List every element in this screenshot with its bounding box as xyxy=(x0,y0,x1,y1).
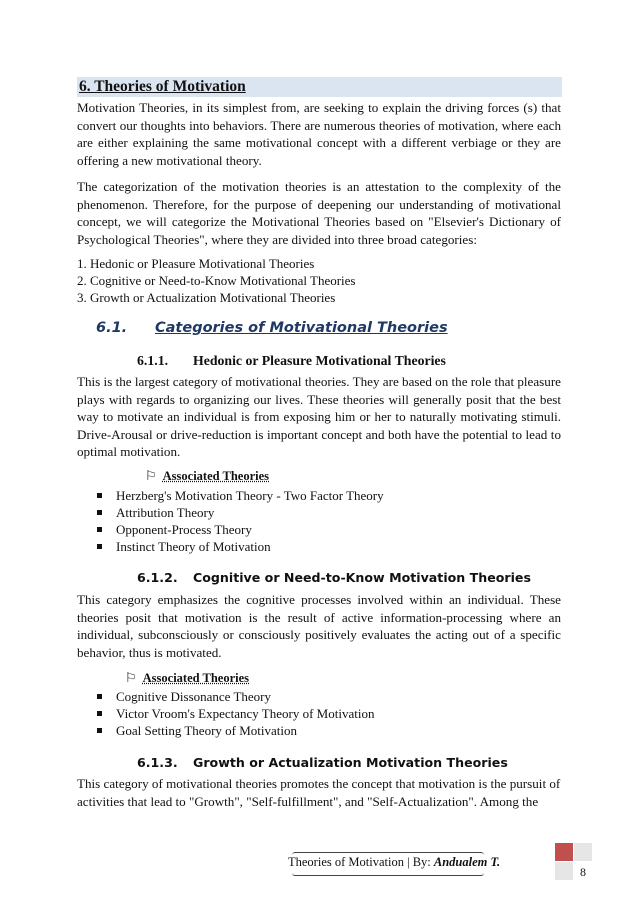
subsection-title: Categories of Motivational Theories xyxy=(155,320,448,336)
list-item: 2. Cognitive or Need-to-Know Motivational Theories xyxy=(77,273,356,288)
list-item: Victor Vroom's Expectancy Theory of Motivation xyxy=(97,705,374,722)
category-list xyxy=(77,255,355,306)
square-bullet-icon xyxy=(97,694,102,699)
intro-paragraph: Motivation Theories, in its simplest from, are seeking to explain the driving forces (s) that convert our thoughts into behaviors. There are numerous theories of motivation, where each are either explaining the same motivational concept with a different verbiage or they are offering a new motivational theory. xyxy=(77,100,561,168)
list-item: Opponent-Process Theory xyxy=(97,521,384,538)
associated-theories-text: Associated Theories xyxy=(142,671,250,685)
list-item: Goal Setting Theory of Motivation xyxy=(97,722,374,739)
page-corner-grey-block xyxy=(555,862,573,880)
square-bullet-icon xyxy=(97,510,102,515)
hedonic-heading xyxy=(137,353,446,369)
list-item: 3. Growth or Actualization Motivational Theories xyxy=(77,290,336,305)
cognitive-heading xyxy=(137,570,531,585)
subsection-number: 6.1. xyxy=(96,320,128,336)
flag-icon: ⚐ xyxy=(145,469,157,484)
categorization-paragraph: The categorization of the motivation theories is an attestation to the complexity of the phenomenon. Therefore, for the purpose of deepening our understanding of motivational concept, we will categorize the Motivational Theories based on "Elsevier's Dictionary of Psychological Theories", where they are divided into three broad categories: xyxy=(77,179,561,247)
list-item: Attribution Theory xyxy=(97,504,384,521)
growth-paragraph: This category of motivational theories promotes the concept that motivation is the pursuit of activities that lead to "Growth", "Self-fulfillment", and "Self-Actualization". Among the xyxy=(77,776,561,809)
cognitive-title: Cognitive or Need-to-Know Motivation Theories xyxy=(193,570,531,585)
subsection-heading xyxy=(96,320,448,336)
hedonic-number: 6.1.1. xyxy=(137,353,169,368)
page-corner-red-block xyxy=(555,843,573,861)
square-bullet-icon xyxy=(97,728,102,733)
hedonic-title: Hedonic or Pleasure Motivational Theories xyxy=(193,353,446,368)
cognitive-theory-list xyxy=(97,688,374,739)
page-number: 8 xyxy=(580,865,586,879)
list-item: 1. Hedonic or Pleasure Motivational Theories xyxy=(77,256,315,271)
square-bullet-icon xyxy=(97,493,102,498)
flag-icon: ⚐ xyxy=(125,671,137,686)
hedonic-theory-list xyxy=(97,487,384,555)
list-item: Herzberg's Motivation Theory - Two Factor Theory xyxy=(97,487,384,504)
square-bullet-icon xyxy=(97,527,102,532)
list-item: Cognitive Dissonance Theory xyxy=(97,688,374,705)
growth-number: 6.1.3. xyxy=(137,755,178,770)
list-item: Instinct Theory of Motivation xyxy=(97,538,384,555)
associated-theories-text: Associated Theories xyxy=(162,469,270,483)
page-corner-grey-block xyxy=(574,843,592,861)
footer-caption xyxy=(288,855,500,870)
footer-label: Theories of Motivation | By: xyxy=(288,855,434,869)
footer-author: Andualem T. xyxy=(433,855,501,869)
hedonic-paragraph: This is the largest category of motivational theories. They are based on the role that pleasure plays with regards to organizing our lives. These theories will generally posit that the best way to motivate an individual is from exposing him or her to naturally motivating stimuli. Drive-Arousal or drive-reduction is important concept and both have the potential to lead to optimal motivation. xyxy=(77,374,561,459)
cognitive-paragraph: This category emphasizes the cognitive processes involved within an individual. These theories posit that motivation is the result of active information-processing where an individual, subconsciously or consciously positively evaluates the acting out of a specific behavior, thus is motivated. xyxy=(77,592,561,660)
cognitive-associated-theories-label xyxy=(125,671,249,686)
section-title: 6. Theories of Motivation xyxy=(79,78,246,95)
hedonic-associated-theories-label xyxy=(145,469,269,484)
cognitive-number: 6.1.2. xyxy=(137,570,178,585)
growth-heading xyxy=(137,755,508,770)
growth-title: Growth or Actualization Motivation Theories xyxy=(193,755,508,770)
square-bullet-icon xyxy=(97,544,102,549)
square-bullet-icon xyxy=(97,711,102,716)
